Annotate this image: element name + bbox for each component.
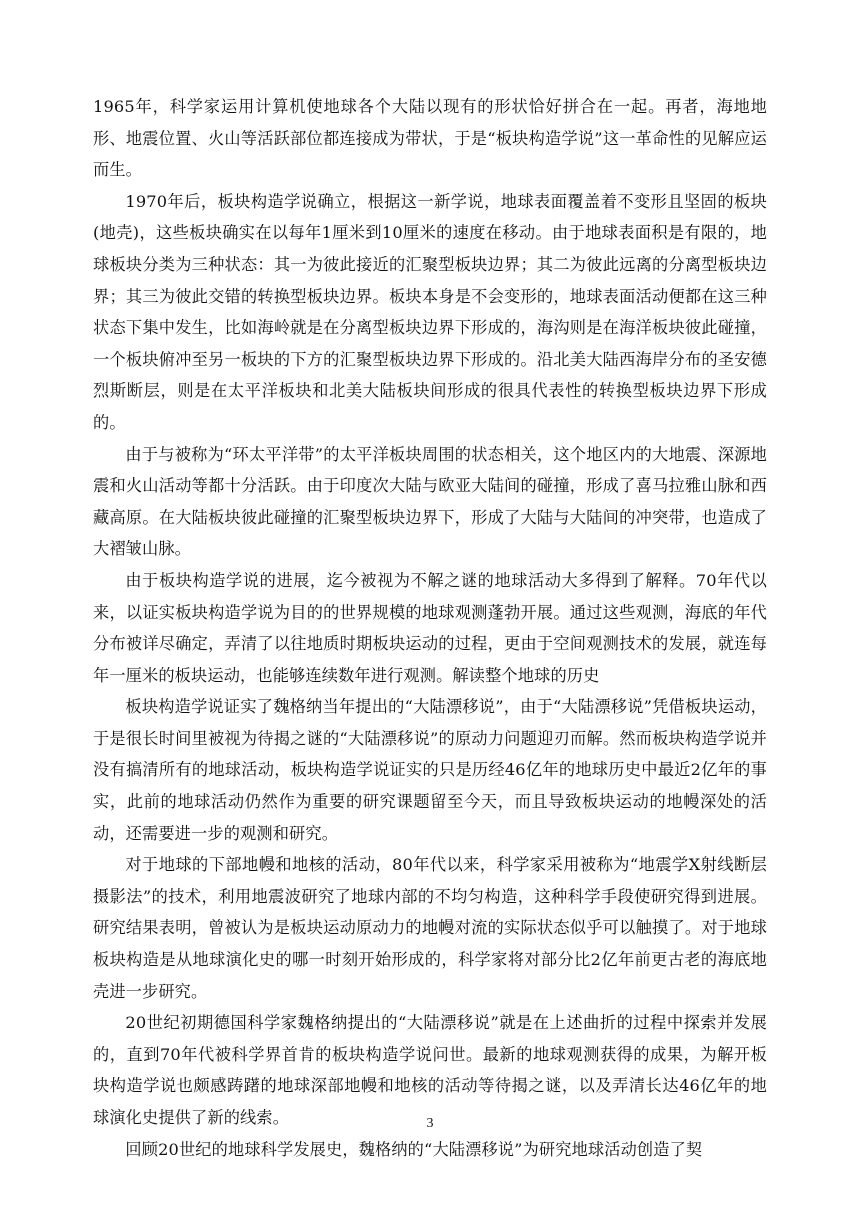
paragraph-2: 1970年后，板块构造学说确立，根据这一新学说，地球表面覆盖着不变形且坚固的板块(地壳)，这些板块确实在以每年1厘米到10厘米的速度在移动。由于地球表面积是有限的，地球板块分类为三种状态：其一为彼此接近的汇聚型板块边界；其二为彼此远离的分离型板块边界；其三为彼此交错的转换型板块边界。板块本身是不会变形的，地球表面活动便都在这三种状态下集中发生，比如海岭就是在分离型板块边界下形成的，海沟则是在海洋板块彼此碰撞，一个板块俯冲至另一板块的下方的汇聚型板块边界下形成的。沿北美大陆西海岸分布的圣安德烈斯断层，则是在太平洋板块和北美大陆板块间形成的很具代表性的转换型板块边界下形成的。: [93, 191, 767, 432]
paragraph-6: 对于地球的下部地幔和地核的活动，80年代以来，科学家采用被称为“地震学X射线断层摄影法”的技术，利用地震波研究了地球内部的不均匀构造，这种科学手段使研究得到进展。研究结果表明，曾被认为是板块运动原动力的地幔对流的实际状态似乎可以触摸了。对于地球板块构造是从地球演化史的哪一时刻开始形成的，科学家将对部分比2亿年前更古老的海底地壳进一步研究。: [93, 855, 767, 1001]
page-number: 3: [426, 1116, 434, 1131]
paragraph-7: 20世纪初期德国科学家魏格纳提出的“大陆漂移说”就是在上述曲折的过程中探索并发展的，直到70年代被科学界首肯的板块构造学说问世。最新的地球观测获得的成果，为解开板块构造学说也颇感踌躇的地球深部地幔和地核的活动等待揭之谜，以及弄清长达46亿年的地球演化史提供了新的线索。: [93, 1013, 767, 1127]
paragraph-4: 由于板块构造学说的进展，迄今被视为不解之谜的地球活动大多得到了解释。70年代以来，以证实板块构造学说为目的的世界规模的地球观测蓬勃开展。通过这些观测，海底的年代分布被详尽确定，弄清了以往地质时期板块运动的过程，更由于空间观测技术的发展，就连每年一厘米的板块运动，也能够连续数年进行观测。解读整个地球的历史: [93, 570, 767, 685]
paragraph-5: 板块构造学说证实了魏格纳当年提出的“大陆漂移说”，由于“大陆漂移说”凭借板块运动，于是很长时间里被视为待揭之谜的“大陆漂移说”的原动力问题迎刃而解。然而板块构造学说并没有搞清所有的地球活动，板块构造学说证实的只是历经46亿年的地球历史中最近2亿年的事实，此前的地球活动仍然作为重要的研究课题留至今天，而且导致板块运动的地幔深处的活动，还需要进一步的观测和研究。: [93, 697, 767, 843]
paragraph-3: 由于与被称为“环太平洋带”的太平洋板块周围的状态相关，这个地区内的大地震、深源地震和火山活动等都十分活跃。由于印度次大陆与欧亚大陆间的碰撞，形成了喜马拉雅山脉和西藏高原。在大陆板块彼此碰撞的汇聚型板块边界下，形成了大陆与大陆间的冲突带，也造成了大褶皱山脉。: [93, 444, 767, 559]
document-body: [93, 91, 767, 1165]
paragraph-8: 回顾20世纪的地球科学发展史，魏格纳的“大陆漂移说”为研究地球活动创造了契: [125, 1139, 703, 1159]
paragraph-1: 1965年，科学家运用计算机使地球各个大陆以现有的形状恰好拼合在一起。再者，海地地形、地震位置、火山等活跃部位都连接成为带状，于是“板块构造学说”这一革命性的见解应运而生。: [93, 97, 767, 180]
